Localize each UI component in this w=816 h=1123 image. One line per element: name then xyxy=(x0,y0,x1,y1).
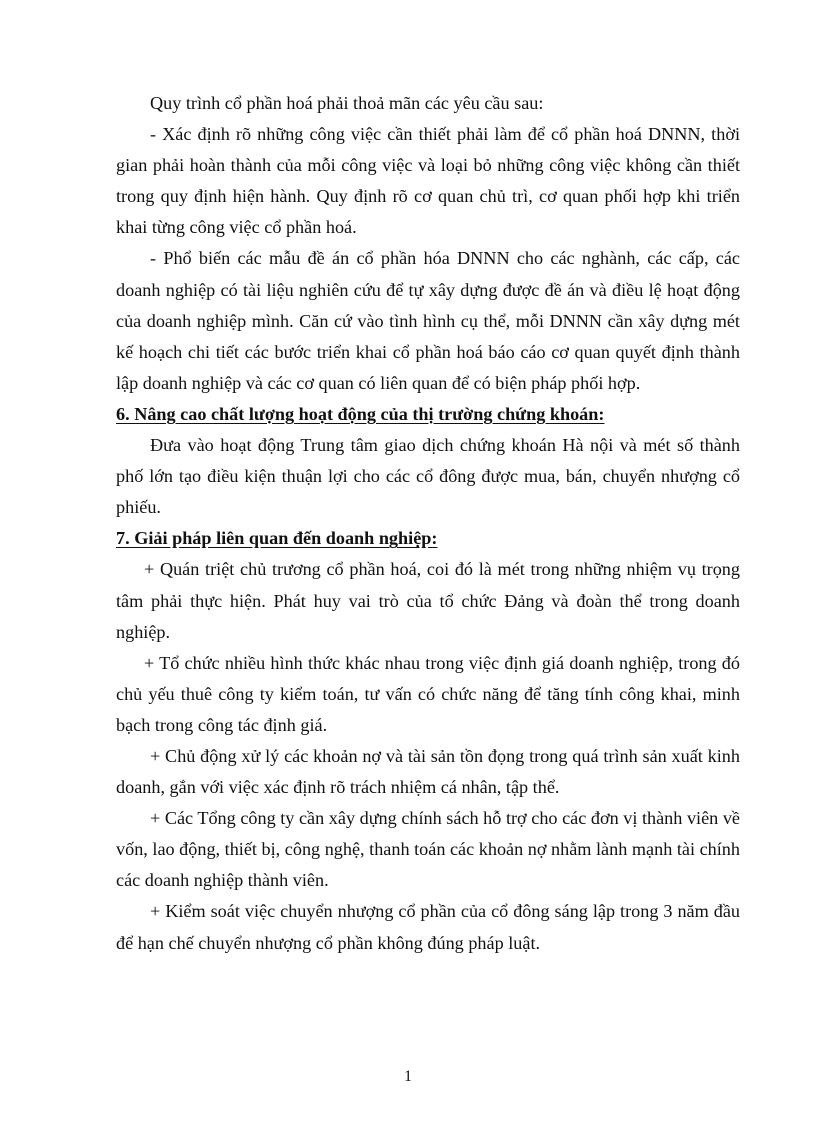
paragraph-bullet-4: + Các Tổng công ty cần xây dựng chính sách hỗ trợ cho các đơn vị thành viên về vốn, lao động, thiết bị, công nghệ, thanh toán các khoản nợ nhằm lành mạnh tài chính các doanh nghiệp thành viên. xyxy=(116,808,740,891)
paragraph-item-1: - Xác định rõ những công việc cần thiết phải làm để cổ phần hoá DNNN, thời gian phải hoàn thành của mỗi công việc và loại bỏ những công việc không cần thiết trong quy định hiện hành. Quy định rõ cơ quan chủ trì, cơ quan phối hợp khi triển khai từng công việc cổ phần hoá. xyxy=(116,124,740,238)
paragraph-bullet-3: + Chủ động xử lý các khoản nợ và tài sản tồn đọng trong quá trình sản xuất kinh doanh, gắn với việc xác định rõ trách nhiệm cá nhân, tập thể. xyxy=(116,745,740,798)
paragraph-bullet-5: + Kiểm soát việc chuyển nhượng cổ phần của cổ đông sáng lập trong 3 năm đầu để hạn chế chuyển nhượng cổ phần không đúng pháp luật. xyxy=(116,901,740,953)
paragraph-item-2: - Phổ biến các mẫu đề án cổ phần hóa DNNN cho các nghành, các cấp, các doanh nghiệp có tài liệu nghiên cứu để tự xây dựng được đề án và điều lệ hoạt động của doanh nghiệp mình. Căn cứ vào tình hình cụ thể, mỗi DNNN cần xây dựng mét kế hoạch chi tiết các bước triển khai cổ phần hoá báo cáo cơ quan quyết định thành lập doanh nghiệp và các cơ quan có liên quan để có biện pháp phối hợp. xyxy=(116,248,740,393)
paragraph-intro: Quy trình cổ phần hoá phải thoả mãn các yêu cầu sau: xyxy=(150,93,544,113)
paragraph-bullet-2: + Tổ chức nhiều hình thức khác nhau trong việc định giá doanh nghiệp, trong đó chủ yếu thuê công ty kiểm toán, tư vấn có chức năng để tăng tính công khai, minh bạch trong công tác định giá. xyxy=(116,652,740,735)
paragraph-section-6: Đưa vào hoạt động Trung tâm giao dịch chứng khoán Hà nội và mét số thành phố lớn tạo điều kiện thuận lợi cho các cổ đông được mua, bán, chuyển nhượng cổ phiếu. xyxy=(116,435,740,518)
document-page xyxy=(116,88,740,959)
page-number: 1 xyxy=(404,1068,412,1085)
paragraph-bullet-1: + Quán triệt chủ trương cổ phần hoá, coi đó là mét trong những nhiệm vụ trọng tâm phải thực hiện. Phát huy vai trò của tổ chức Đảng và đoàn thể trong doanh nghiệp. xyxy=(116,559,740,642)
section-7-heading: 7. Giải pháp liên quan đến doanh nghiệp: xyxy=(116,528,438,549)
section-6-heading: 6. Nâng cao chất lượng hoạt động của thị trường chứng khoán: xyxy=(116,403,605,424)
